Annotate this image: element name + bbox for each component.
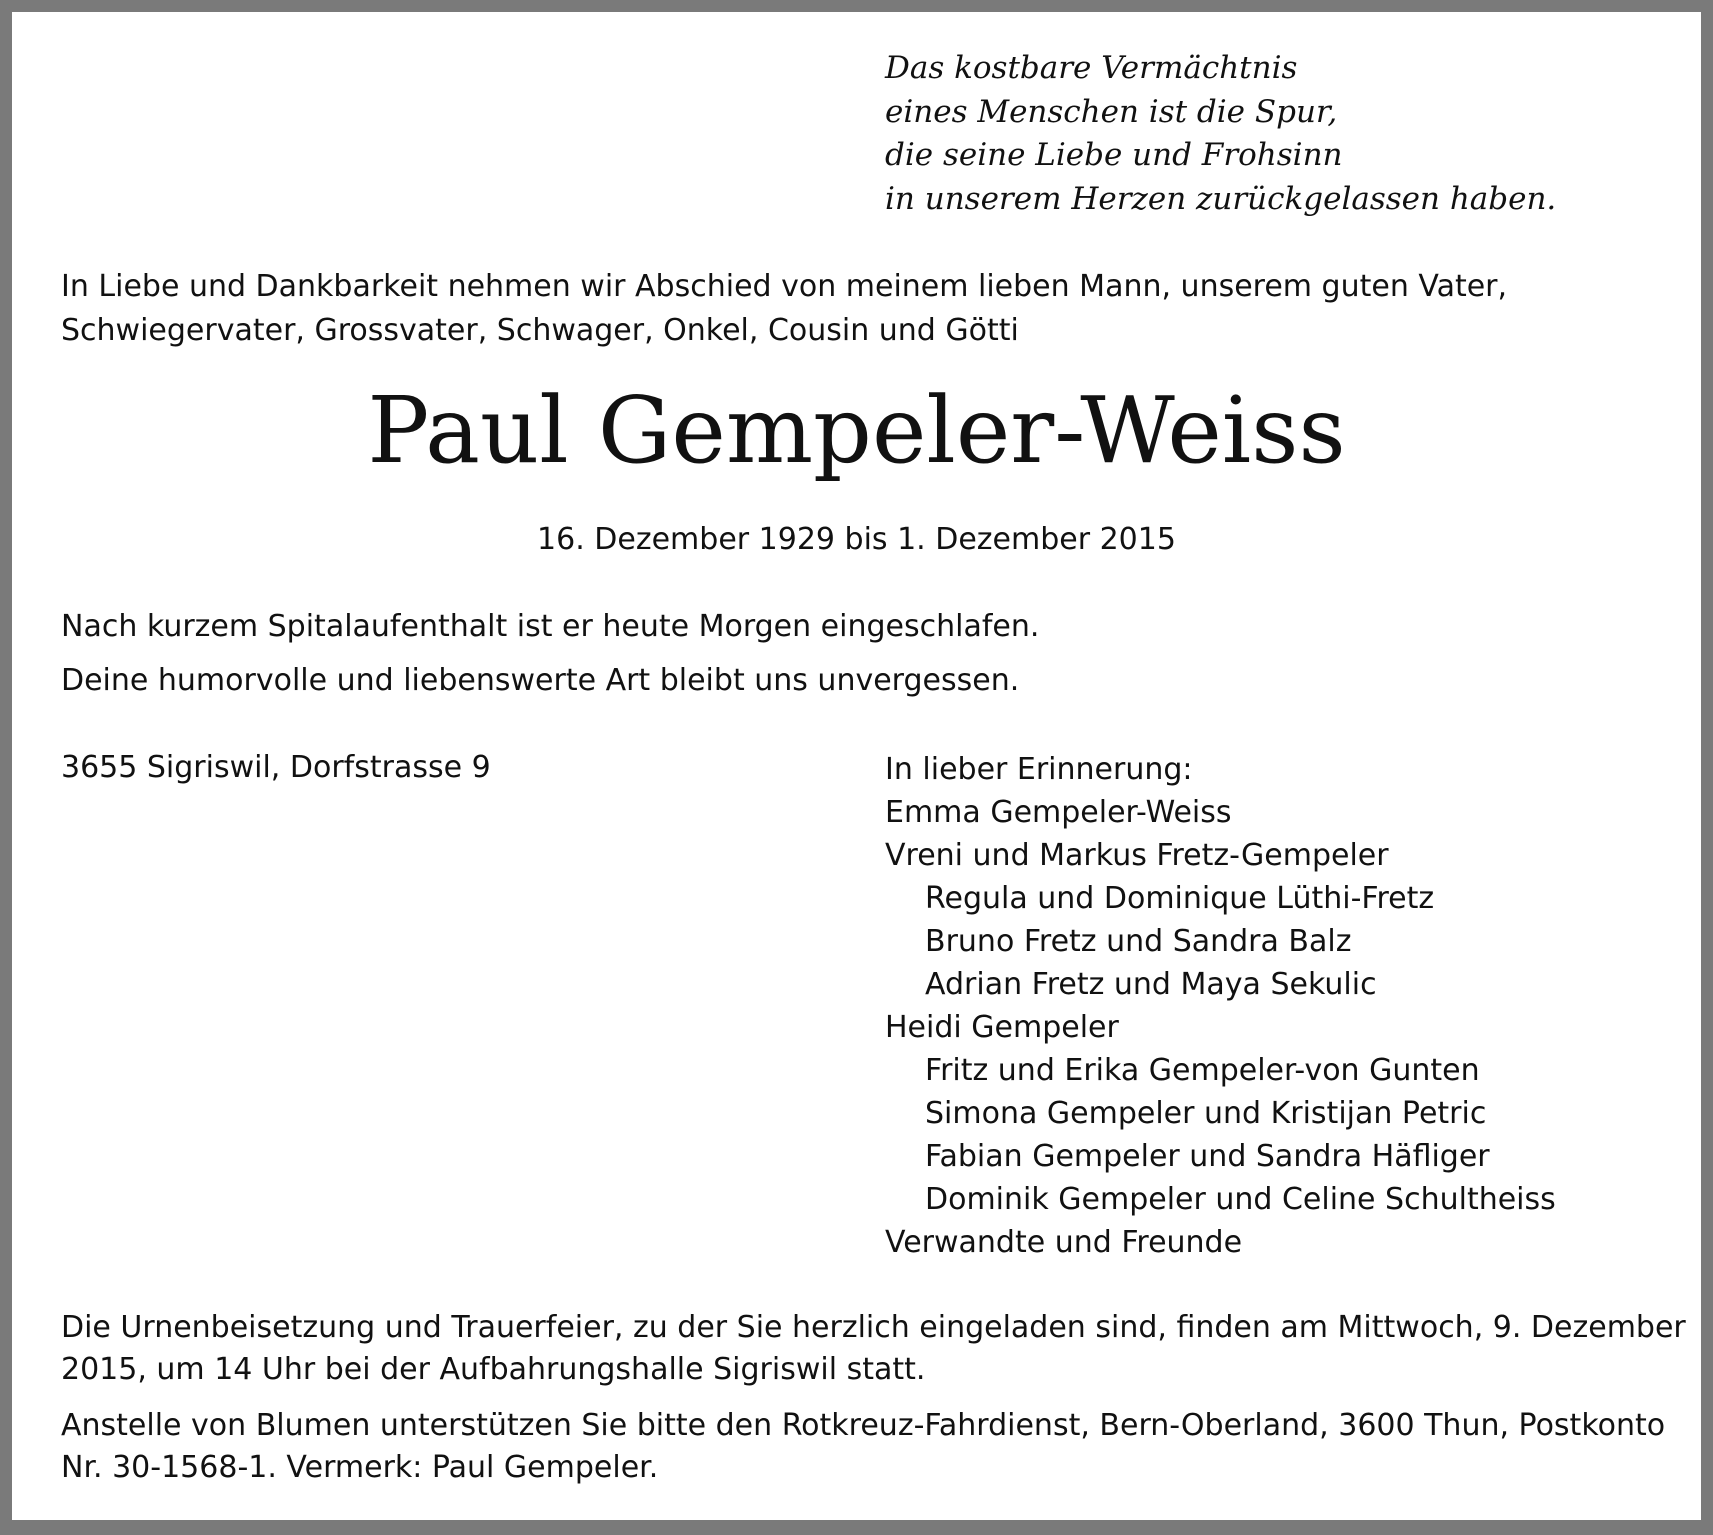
ceremony-line: 2015, um 14 Uhr bei der Aufbahrungshalle Sigriswil statt.: [61, 1352, 926, 1387]
donation-line: Anstelle von Blumen unterstützen Sie bitte den Rotkreuz-Fahrdienst, Bern-Oberland, 3600 Thun, Postkonto: [61, 1408, 1666, 1443]
intro-line: Schwiegervater, Grossvater, Schwager, Onkel, Cousin und Götti: [61, 313, 1019, 348]
life-dates: 16. Dezember 1929 bis 1. Dezember 2015: [537, 522, 1176, 557]
mourner-entry: Bruno Fretz und Sandra Balz: [925, 924, 1352, 959]
intro-text: [61, 265, 1661, 353]
motto-line: in unserem Herzen zurückgelassen haben.: [885, 180, 1557, 217]
ceremony-line: Die Urnenbeisetzung und Trauerfeier, zu der Sie herzlich eingeladen sind, finden am Mittwoch, 9. Dezember: [61, 1310, 1686, 1345]
intro-line: In Liebe und Dankbarkeit nehmen wir Abschied von meinem lieben Mann, unserem guten Vater,: [61, 269, 1508, 304]
mourner-entry: Emma Gempeler-Weiss: [885, 795, 1232, 830]
motto-quote: [885, 47, 1556, 221]
mourner-entry: Verwandte und Freunde: [885, 1225, 1243, 1260]
motto-line: die seine Liebe und Frohsinn: [885, 137, 1343, 173]
mourner-entry: Fabian Gempeler und Sandra Häfliger: [925, 1139, 1490, 1174]
mourner-entry: Dominik Gempeler und Celine Schultheiss: [925, 1182, 1556, 1217]
donation-info: [61, 1405, 1666, 1489]
mourners-list: [885, 748, 1556, 1264]
deceased-name: Paul Gempeler-Weiss: [367, 377, 1346, 484]
mourner-entry: Heidi Gempeler: [885, 1010, 1119, 1045]
mourner-entry: Adrian Fretz und Maya Sekulic: [925, 967, 1377, 1002]
address: 3655 Sigriswil, Dorfstrasse 9: [61, 750, 491, 785]
ceremony-info: [61, 1307, 1686, 1391]
motto-line: eines Menschen ist die Spur,: [885, 93, 1338, 130]
motto-line: Das kostbare Vermächtnis: [885, 50, 1298, 86]
message-line-1: Nach kurzem Spitalaufenthalt ist er heute Morgen eingeschlafen.: [61, 609, 1040, 644]
mourner-entry: Vreni und Markus Fretz-Gempeler: [885, 838, 1389, 873]
mourner-entry: Regula und Dominique Lüthi-Fretz: [925, 881, 1435, 916]
mourner-entry: Fritz und Erika Gempeler-von Gunten: [925, 1053, 1480, 1088]
message-line-2: Deine humorvolle und liebenswerte Art bleibt uns unvergessen.: [61, 663, 1020, 698]
mourner-entry: Simona Gempeler und Kristijan Petric: [925, 1096, 1487, 1131]
mourners-heading: In lieber Erinnerung:: [885, 752, 1193, 787]
donation-line: Nr. 30-1568-1. Vermerk: Paul Gempeler.: [61, 1450, 659, 1485]
